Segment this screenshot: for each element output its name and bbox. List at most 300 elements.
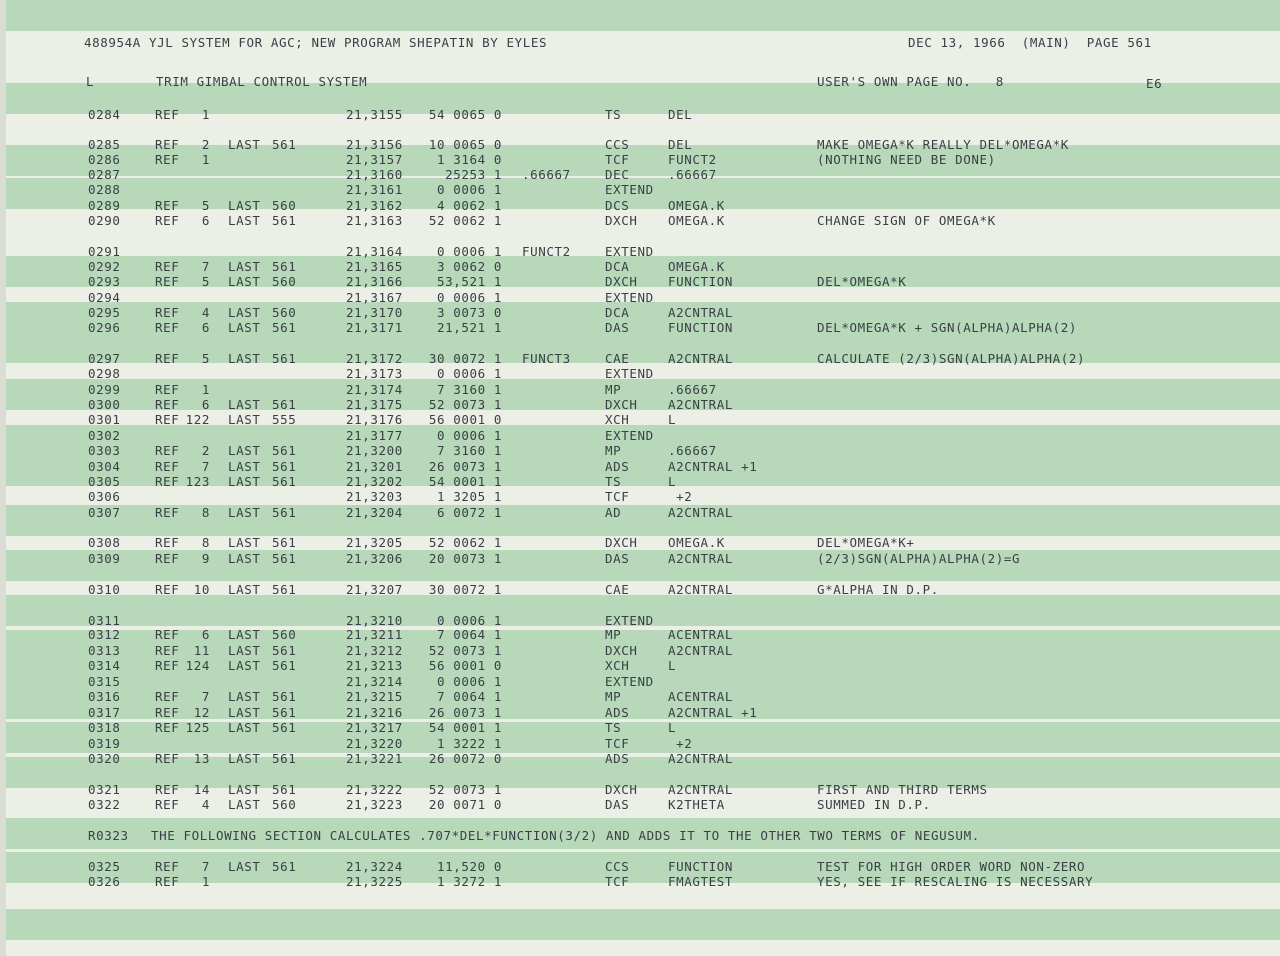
ref-label: REF bbox=[155, 689, 180, 704]
operand: OMEGA.K bbox=[668, 213, 725, 228]
machine-code: 4 0062 1 bbox=[436, 198, 502, 213]
operand: L bbox=[668, 474, 677, 489]
last-label: LAST bbox=[228, 443, 261, 458]
memory-address: 21,3210 bbox=[346, 613, 403, 628]
last-label: LAST bbox=[228, 397, 261, 412]
ref-count: 125 bbox=[185, 720, 210, 735]
line-number: 0312 bbox=[88, 627, 121, 642]
line-number: 0310 bbox=[88, 582, 121, 597]
line-number: 0304 bbox=[88, 459, 121, 474]
memory-address: 21,3205 bbox=[346, 535, 403, 550]
memory-address: 21,3167 bbox=[346, 290, 403, 305]
opcode: DEC bbox=[605, 167, 630, 182]
machine-code: 54 0001 1 bbox=[428, 720, 502, 735]
operand: +2 bbox=[668, 736, 693, 751]
ref-label: REF bbox=[155, 274, 180, 289]
listing-line bbox=[0, 152, 1280, 167]
last-label: LAST bbox=[228, 459, 261, 474]
ref-label: REF bbox=[155, 351, 180, 366]
memory-address: 21,3225 bbox=[346, 874, 403, 889]
comment: CALCULATE (2/3)SGN(ALPHA)ALPHA(2) bbox=[817, 351, 1086, 366]
ref-count: 124 bbox=[185, 658, 210, 673]
memory-address: 21,3212 bbox=[346, 643, 403, 658]
line-number: 0302 bbox=[88, 428, 121, 443]
operand: DEL bbox=[668, 107, 693, 122]
listing-line bbox=[0, 797, 1280, 812]
ref-label: REF bbox=[155, 137, 180, 152]
ref-count: 5 bbox=[201, 351, 210, 366]
line-number: 0285 bbox=[88, 137, 121, 152]
machine-code: 52 0073 1 bbox=[428, 643, 502, 658]
operand: A2CNTRAL bbox=[668, 643, 734, 658]
machine-code: 52 0073 1 bbox=[428, 397, 502, 412]
listing-line bbox=[0, 259, 1280, 274]
listing-line bbox=[0, 167, 1280, 182]
line-number: 0300 bbox=[88, 397, 121, 412]
listing-line bbox=[0, 720, 1280, 735]
ref-label: REF bbox=[155, 705, 180, 720]
opcode: ADS bbox=[605, 459, 630, 474]
users-page-number: USER'S OWN PAGE NO. 8 bbox=[817, 74, 1004, 89]
ref-count: 122 bbox=[185, 412, 210, 427]
opcode: AD bbox=[605, 505, 622, 520]
listing-line bbox=[0, 351, 1280, 366]
last-page: 561 bbox=[272, 474, 297, 489]
last-label: LAST bbox=[228, 412, 261, 427]
last-page: 561 bbox=[272, 320, 297, 335]
last-page: 561 bbox=[272, 658, 297, 673]
ref-label: REF bbox=[155, 397, 180, 412]
last-page: 561 bbox=[272, 582, 297, 597]
listing-line bbox=[0, 674, 1280, 689]
machine-code: 10 0065 0 bbox=[428, 137, 502, 152]
operand: L bbox=[668, 412, 677, 427]
operand: OMEGA.K bbox=[668, 259, 725, 274]
operand: A2CNTRAL bbox=[668, 582, 734, 597]
ref-label: REF bbox=[155, 782, 180, 797]
operand: FUNCTION bbox=[668, 274, 734, 289]
ref-count: 7 bbox=[201, 259, 210, 274]
ref-label: REF bbox=[155, 213, 180, 228]
last-label: LAST bbox=[228, 505, 261, 520]
comment: G*ALPHA IN D.P. bbox=[817, 582, 939, 597]
ref-count: 1 bbox=[201, 382, 210, 397]
machine-code: 7 3160 1 bbox=[436, 382, 502, 397]
opcode: DXCH bbox=[605, 782, 638, 797]
line-number: 0311 bbox=[88, 613, 121, 628]
last-label: LAST bbox=[228, 474, 261, 489]
opcode: TCF bbox=[605, 874, 630, 889]
last-page: 561 bbox=[272, 505, 297, 520]
ref-label: REF bbox=[155, 658, 180, 673]
memory-address: 21,3221 bbox=[346, 751, 403, 766]
remark-text: THE FOLLOWING SECTION CALCULATES .707*DEL*FUNCTION(3/2) AND ADDS IT TO THE OTHER TWO TERMS OF NEGUSUM. bbox=[151, 828, 980, 843]
memory-address: 21,3157 bbox=[346, 152, 403, 167]
last-page: 561 bbox=[272, 705, 297, 720]
memory-address: 21,3156 bbox=[346, 137, 403, 152]
operand: A2CNTRAL +1 bbox=[668, 459, 758, 474]
last-page: 561 bbox=[272, 551, 297, 566]
memory-address: 21,3165 bbox=[346, 259, 403, 274]
operand: .66667 bbox=[668, 167, 717, 182]
line-number: 0306 bbox=[88, 489, 121, 504]
opcode: DCS bbox=[605, 198, 630, 213]
last-page: 560 bbox=[272, 627, 297, 642]
last-label: LAST bbox=[228, 643, 261, 658]
opcode: EXTEND bbox=[605, 366, 654, 381]
comment: FIRST AND THIRD TERMS bbox=[817, 782, 988, 797]
line-number: 0288 bbox=[88, 182, 121, 197]
opcode: DAS bbox=[605, 551, 630, 566]
last-label: LAST bbox=[228, 720, 261, 735]
machine-code: 21,521 1 bbox=[436, 320, 502, 335]
machine-code: 7 3160 1 bbox=[436, 443, 502, 458]
memory-address: 21,3164 bbox=[346, 244, 403, 259]
ref-count: 7 bbox=[201, 459, 210, 474]
operand: FUNCT2 bbox=[668, 152, 717, 167]
ref-label: REF bbox=[155, 259, 180, 274]
ref-count: 6 bbox=[201, 213, 210, 228]
ref-count: 2 bbox=[201, 443, 210, 458]
machine-code: 0 0006 1 bbox=[436, 244, 502, 259]
operand: A2CNTRAL bbox=[668, 351, 734, 366]
operand: FUNCTION bbox=[668, 320, 734, 335]
operand: ACENTRAL bbox=[668, 627, 734, 642]
ref-count: 5 bbox=[201, 198, 210, 213]
listing-line bbox=[0, 320, 1280, 335]
line-number: 0316 bbox=[88, 689, 121, 704]
machine-code: 53,521 1 bbox=[436, 274, 502, 289]
listing-line bbox=[0, 828, 1280, 843]
ref-label: REF bbox=[155, 859, 180, 874]
ref-label: REF bbox=[155, 152, 180, 167]
source-label: .66667 bbox=[522, 167, 571, 182]
listing-line bbox=[0, 874, 1280, 889]
machine-code: 0 0006 1 bbox=[436, 613, 502, 628]
listing-line bbox=[0, 107, 1280, 122]
listing-title: 488954A YJL SYSTEM FOR AGC; NEW PROGRAM SHEPATIN BY EYLES bbox=[84, 35, 548, 50]
line-number: 0317 bbox=[88, 705, 121, 720]
ref-count: 13 bbox=[193, 751, 210, 766]
line-number: 0320 bbox=[88, 751, 121, 766]
listing-line bbox=[0, 412, 1280, 427]
memory-address: 21,3176 bbox=[346, 412, 403, 427]
last-page: 561 bbox=[272, 137, 297, 152]
line-number: 0286 bbox=[88, 152, 121, 167]
memory-address: 21,3172 bbox=[346, 351, 403, 366]
machine-code: 52 0073 1 bbox=[428, 782, 502, 797]
listing-line bbox=[0, 274, 1280, 289]
operand: OMEGA.K bbox=[668, 198, 725, 213]
opcode: TCF bbox=[605, 489, 630, 504]
last-label: LAST bbox=[228, 782, 261, 797]
ref-count: 4 bbox=[201, 305, 210, 320]
listing-line bbox=[0, 198, 1280, 213]
line-number: R0323 bbox=[88, 828, 129, 843]
operand: A2CNTRAL bbox=[668, 782, 734, 797]
opcode: MP bbox=[605, 689, 622, 704]
memory-address: 21,3211 bbox=[346, 627, 403, 642]
memory-address: 21,3160 bbox=[346, 167, 403, 182]
last-label: LAST bbox=[228, 551, 261, 566]
ref-label: REF bbox=[155, 198, 180, 213]
last-label: LAST bbox=[228, 751, 261, 766]
memory-address: 21,3174 bbox=[346, 382, 403, 397]
listing-line bbox=[0, 582, 1280, 597]
ref-label: REF bbox=[155, 305, 180, 320]
comment: MAKE OMEGA*K REALLY DEL*OMEGA*K bbox=[817, 137, 1069, 152]
listing-line bbox=[0, 443, 1280, 458]
machine-code: 1 3205 1 bbox=[436, 489, 502, 504]
listing-line bbox=[0, 551, 1280, 566]
listing-line bbox=[0, 244, 1280, 259]
operand: +2 bbox=[668, 489, 693, 504]
ref-count: 1 bbox=[201, 874, 210, 889]
operand: L bbox=[668, 658, 677, 673]
memory-address: 21,3171 bbox=[346, 320, 403, 335]
machine-code: 30 0072 1 bbox=[428, 351, 502, 366]
operand: A2CNTRAL bbox=[668, 751, 734, 766]
line-number: 0308 bbox=[88, 535, 121, 550]
machine-code: 7 0064 1 bbox=[436, 689, 502, 704]
ref-label: REF bbox=[155, 874, 180, 889]
machine-code: 1 3272 1 bbox=[436, 874, 502, 889]
last-page: 555 bbox=[272, 412, 297, 427]
opcode: DXCH bbox=[605, 213, 638, 228]
line-number: 0307 bbox=[88, 505, 121, 520]
ref-label: REF bbox=[155, 751, 180, 766]
last-page: 561 bbox=[272, 751, 297, 766]
ref-count: 14 bbox=[193, 782, 210, 797]
ref-count: 1 bbox=[201, 152, 210, 167]
line-number: 0321 bbox=[88, 782, 121, 797]
line-number: 0296 bbox=[88, 320, 121, 335]
memory-address: 21,3217 bbox=[346, 720, 403, 735]
last-page: 561 bbox=[272, 535, 297, 550]
last-page: 561 bbox=[272, 397, 297, 412]
listing-line bbox=[0, 736, 1280, 751]
comment: CHANGE SIGN OF OMEGA*K bbox=[817, 213, 996, 228]
comment: DEL*OMEGA*K + SGN(ALPHA)ALPHA(2) bbox=[817, 320, 1078, 335]
ref-count: 123 bbox=[185, 474, 210, 489]
opcode: CCS bbox=[605, 137, 630, 152]
listing-line bbox=[0, 182, 1280, 197]
ref-count: 5 bbox=[201, 274, 210, 289]
line-number: 0297 bbox=[88, 351, 121, 366]
machine-code: 54 0065 0 bbox=[428, 107, 502, 122]
source-label: FUNCT2 bbox=[522, 244, 571, 259]
machine-code: 54 0001 1 bbox=[428, 474, 502, 489]
line-number: 0289 bbox=[88, 198, 121, 213]
last-label: LAST bbox=[228, 689, 261, 704]
memory-address: 21,3177 bbox=[346, 428, 403, 443]
ref-label: REF bbox=[155, 797, 180, 812]
memory-address: 21,3222 bbox=[346, 782, 403, 797]
listing-line bbox=[0, 137, 1280, 152]
last-page: 561 bbox=[272, 689, 297, 704]
opcode: CAE bbox=[605, 582, 630, 597]
operand: A2CNTRAL bbox=[668, 397, 734, 412]
last-label: LAST bbox=[228, 627, 261, 642]
register-label: L bbox=[86, 74, 95, 89]
line-number: 0294 bbox=[88, 290, 121, 305]
last-page: 560 bbox=[272, 797, 297, 812]
last-label: LAST bbox=[228, 137, 261, 152]
listing-line bbox=[0, 459, 1280, 474]
opcode: EXTEND bbox=[605, 244, 654, 259]
listing-line bbox=[0, 782, 1280, 797]
memory-address: 21,3216 bbox=[346, 705, 403, 720]
last-label: LAST bbox=[228, 797, 261, 812]
ref-label: REF bbox=[155, 474, 180, 489]
opcode: MP bbox=[605, 382, 622, 397]
machine-code: 56 0001 0 bbox=[428, 658, 502, 673]
opcode: DCA bbox=[605, 305, 630, 320]
ref-count: 1 bbox=[201, 107, 210, 122]
line-number: 0295 bbox=[88, 305, 121, 320]
memory-address: 21,3207 bbox=[346, 582, 403, 597]
ref-label: REF bbox=[155, 643, 180, 658]
line-number: 0322 bbox=[88, 797, 121, 812]
line-number: 0303 bbox=[88, 443, 121, 458]
ref-count: 10 bbox=[193, 582, 210, 597]
ref-count: 12 bbox=[193, 705, 210, 720]
opcode: EXTEND bbox=[605, 182, 654, 197]
operand: FMAGTEST bbox=[668, 874, 734, 889]
opcode: TS bbox=[605, 720, 622, 735]
operand: A2CNTRAL bbox=[668, 305, 734, 320]
operand: A2CNTRAL +1 bbox=[668, 705, 758, 720]
ref-count: 11 bbox=[193, 643, 210, 658]
listing-line bbox=[0, 535, 1280, 550]
operand: .66667 bbox=[668, 382, 717, 397]
operand: OMEGA.K bbox=[668, 535, 725, 550]
line-number: 0315 bbox=[88, 674, 121, 689]
last-label: LAST bbox=[228, 320, 261, 335]
memory-address: 21,3214 bbox=[346, 674, 403, 689]
ref-count: 6 bbox=[201, 627, 210, 642]
last-page: 561 bbox=[272, 213, 297, 228]
memory-address: 21,3166 bbox=[346, 274, 403, 289]
line-number: 0314 bbox=[88, 658, 121, 673]
machine-code: 20 0071 0 bbox=[428, 797, 502, 812]
machine-code: 7 0064 1 bbox=[436, 627, 502, 642]
memory-address: 21,3224 bbox=[346, 859, 403, 874]
opcode: MP bbox=[605, 627, 622, 642]
machine-code: 3 0062 0 bbox=[436, 259, 502, 274]
opcode: TS bbox=[605, 474, 622, 489]
line-number: 0293 bbox=[88, 274, 121, 289]
memory-address: 21,3170 bbox=[346, 305, 403, 320]
operand: FUNCTION bbox=[668, 859, 734, 874]
opcode: CCS bbox=[605, 859, 630, 874]
machine-code: 1 3222 1 bbox=[436, 736, 502, 751]
ref-label: REF bbox=[155, 505, 180, 520]
last-label: LAST bbox=[228, 198, 261, 213]
line-number: 0284 bbox=[88, 107, 121, 122]
listing-line bbox=[0, 751, 1280, 766]
comment: (2/3)SGN(ALPHA)ALPHA(2)=G bbox=[817, 551, 1021, 566]
opcode: EXTEND bbox=[605, 428, 654, 443]
opcode: ADS bbox=[605, 705, 630, 720]
source-label: FUNCT3 bbox=[522, 351, 571, 366]
ref-label: REF bbox=[155, 459, 180, 474]
memory-address: 21,3220 bbox=[346, 736, 403, 751]
line-number: 0298 bbox=[88, 366, 121, 381]
ref-count: 6 bbox=[201, 397, 210, 412]
comment: SUMMED IN D.P. bbox=[817, 797, 931, 812]
machine-code: 0 0006 1 bbox=[436, 674, 502, 689]
comment: TEST FOR HIGH ORDER WORD NON-ZERO bbox=[817, 859, 1086, 874]
opcode: EXTEND bbox=[605, 613, 654, 628]
ref-label: REF bbox=[155, 535, 180, 550]
opcode: TS bbox=[605, 107, 622, 122]
opcode: DAS bbox=[605, 797, 630, 812]
last-label: LAST bbox=[228, 859, 261, 874]
machine-code: 26 0073 1 bbox=[428, 459, 502, 474]
machine-code: 26 0072 0 bbox=[428, 751, 502, 766]
memory-address: 21,3161 bbox=[346, 182, 403, 197]
line-number: 0318 bbox=[88, 720, 121, 735]
comment: (NOTHING NEED BE DONE) bbox=[817, 152, 996, 167]
operand: A2CNTRAL bbox=[668, 505, 734, 520]
ref-count: 7 bbox=[201, 859, 210, 874]
memory-address: 21,3155 bbox=[346, 107, 403, 122]
machine-code: 52 0062 1 bbox=[428, 535, 502, 550]
memory-address: 21,3215 bbox=[346, 689, 403, 704]
line-number: 0290 bbox=[88, 213, 121, 228]
ref-count: 7 bbox=[201, 689, 210, 704]
opcode: TCF bbox=[605, 152, 630, 167]
listing-line bbox=[0, 859, 1280, 874]
opcode: DAS bbox=[605, 320, 630, 335]
line-number: 0319 bbox=[88, 736, 121, 751]
last-label: LAST bbox=[228, 213, 261, 228]
ref-label: REF bbox=[155, 720, 180, 735]
listing-line bbox=[0, 505, 1280, 520]
opcode: DXCH bbox=[605, 274, 638, 289]
ref-count: 8 bbox=[201, 535, 210, 550]
line-number: 0326 bbox=[88, 874, 121, 889]
listing-date-page: DEC 13, 1966 (MAIN) PAGE 561 bbox=[908, 35, 1152, 50]
memory-address: 21,3201 bbox=[346, 459, 403, 474]
machine-code: 6 0072 1 bbox=[436, 505, 502, 520]
opcode: EXTEND bbox=[605, 290, 654, 305]
listing-line bbox=[0, 689, 1280, 704]
last-page: 561 bbox=[272, 443, 297, 458]
ref-count: 6 bbox=[201, 320, 210, 335]
last-page: 561 bbox=[272, 859, 297, 874]
operand: L bbox=[668, 720, 677, 735]
line-number: 0305 bbox=[88, 474, 121, 489]
last-label: LAST bbox=[228, 658, 261, 673]
line-number: 0287 bbox=[88, 167, 121, 182]
machine-code: 0 0006 1 bbox=[436, 290, 502, 305]
listing-line bbox=[0, 613, 1280, 628]
opcode: DCA bbox=[605, 259, 630, 274]
opcode: DXCH bbox=[605, 397, 638, 412]
line-number: 0313 bbox=[88, 643, 121, 658]
last-label: LAST bbox=[228, 351, 261, 366]
listing-line bbox=[0, 397, 1280, 412]
operand: .66667 bbox=[668, 443, 717, 458]
last-page: 561 bbox=[272, 351, 297, 366]
operand: DEL bbox=[668, 137, 693, 152]
listing-line bbox=[0, 428, 1280, 443]
line-number: 0301 bbox=[88, 412, 121, 427]
ref-count: 9 bbox=[201, 551, 210, 566]
last-page: 561 bbox=[272, 459, 297, 474]
